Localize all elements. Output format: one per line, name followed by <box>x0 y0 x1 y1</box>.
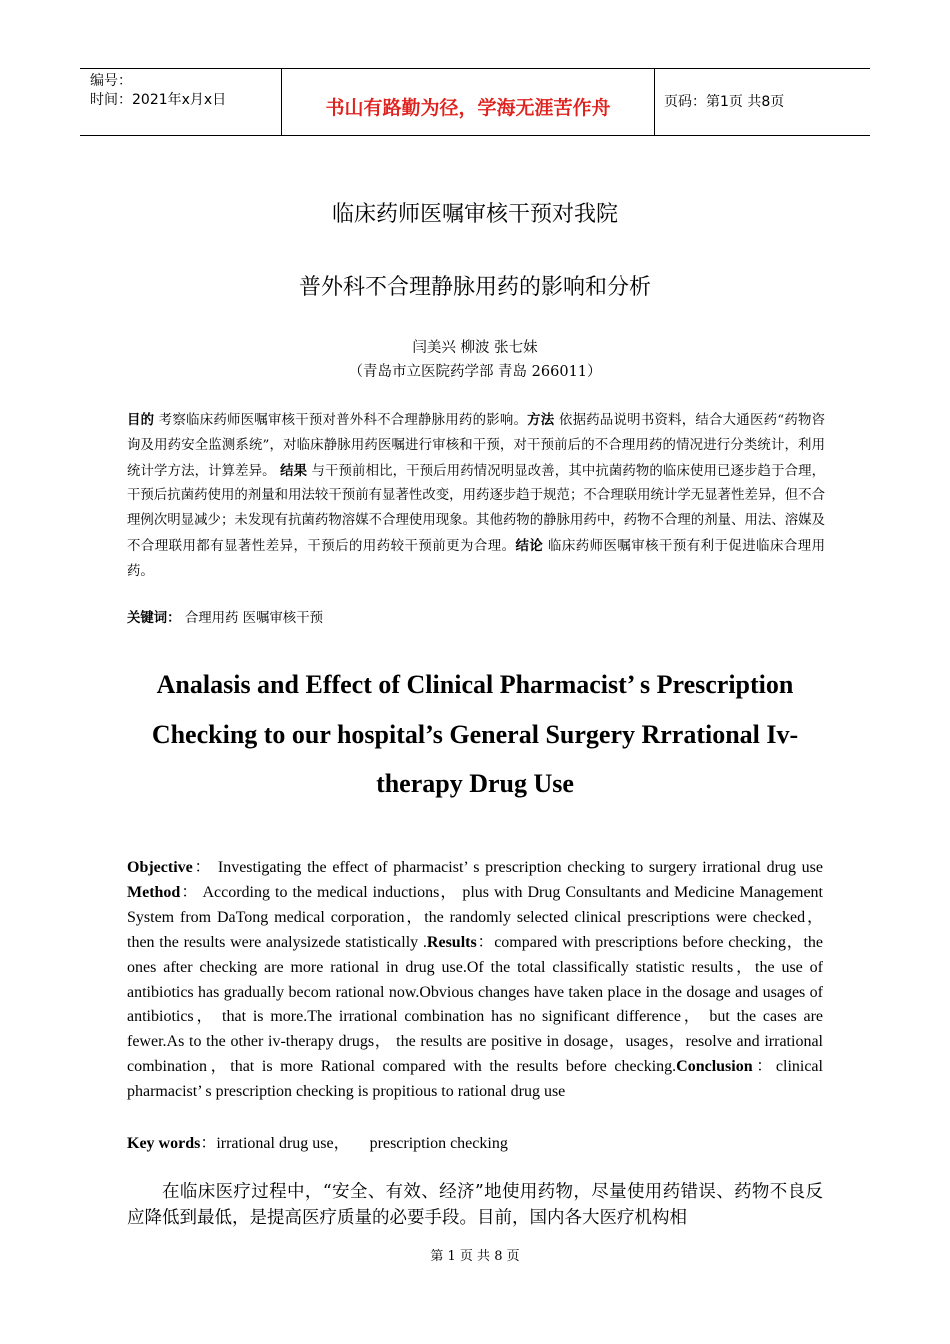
conclusion-label-en: Conclusion <box>676 1058 753 1076</box>
method-label-en: Method <box>127 883 181 901</box>
result-text-en: ：compared with prescriptions before checking，the ones after checking are more rational in drug use.Of the total classifically statistic results，the use of antibiotics has gradually becom rational now.Obvious changes have taken place in the dosage and usages of antibiotics， that is more.The irrational combination has no significant difference， but the cases are fewer.As to the other iv-therapy drugs， the results are positive in dosage，usages，resolve and irrational combination，that is more Rational compared with the results before checking. <box>127 933 823 1076</box>
title-en-line2: Checking to our hospital’s General Surgery Rrrational Iv- <box>151 719 799 749</box>
keywords-part2-en: prescription checking <box>369 1135 508 1152</box>
keywords-en <box>127 1130 508 1153</box>
keywords-label-en: Key words <box>127 1135 201 1152</box>
method-label-cn: 方法 <box>527 412 555 428</box>
conclusion-text-en: ：clinical pharmacist’ s prescription checking is propitious to rational drug use <box>127 1058 823 1101</box>
page-header <box>80 68 870 136</box>
method-text-en: ： According to the medical inductions， plus with Drug Consultants and Medicine Management System from DaTong medical corporation，the randomly selected clinical prescriptions were checked，then the results were analysizede statistically . <box>127 883 823 951</box>
title-en <box>100 660 850 809</box>
authors: 闫美兴 柳波 张七妹 <box>412 340 538 356</box>
result-label-cn: 结果 <box>280 462 308 479</box>
header-page-cell <box>655 69 870 135</box>
header-motto-cell <box>282 69 655 135</box>
method-text-cn: 依据药品说明书资料，结合大通医药“药物咨询及用药安全监测系统”，对临床静脉用药医嘱进行审核和干预，对干预前后的不合理用药的情况进行分类统计，利用统计学方法，计算差异。 <box>127 413 826 479</box>
page-footer: 第 1 页 共 8 页 <box>430 1249 520 1264</box>
keywords-cn <box>127 607 323 626</box>
conclusion-text-cn: 临床药师医嘱审核干预有利于促进临床合理用药。 <box>127 538 825 579</box>
title-en-line3: therapy Drug Use <box>376 769 574 798</box>
objective-label-cn: 目的 <box>127 412 155 428</box>
abstract-en <box>127 856 823 1105</box>
header-page-number: 页码：第1页 共8页 <box>664 94 785 110</box>
document-time-label: 时间：2021年x月x日 <box>90 92 227 108</box>
keywords-part1-en: ：irrational drug use， <box>200 1135 350 1152</box>
title-cn-line2: 普外科不合理静脉用药的影响和分析 <box>298 275 651 300</box>
title-en-line1: Analasis and Effect of Clinical Pharmacist’ s Prescription <box>156 670 794 699</box>
affiliation: （青岛市立医院药学部 青岛 266011） <box>348 364 602 380</box>
keywords-text-cn: 合理用药 医嘱审核干预 <box>180 611 323 626</box>
keywords-label-cn: 关键词： <box>127 610 181 626</box>
header-motto: 书山有路勤为径，学海无涯苦作舟 <box>325 97 611 119</box>
document-number-label: 编号： <box>90 73 132 89</box>
body-paragraph: 在临床医疗过程中，“安全、有效、经济”地使用药物，尽量使用药错误、药物不良反应降低到最低，是提高医疗质量的必要手段。目前，国内各大医疗机构相 <box>127 1182 823 1228</box>
header-meta-cell <box>80 69 282 135</box>
abstract-cn <box>127 408 825 585</box>
objective-text-en: ： Investigating the effect of pharmacist’ s prescription checking to surgery irrational drug use <box>192 859 823 876</box>
result-text-cn: 与干预前相比，干预后用药情况明显改善，其中抗菌药物的临床使用已逐步趋于合理，干预后抗菌药使用的剂量和用法较干预前有显著性改变，用药逐步趋于规范；不合理联用统计学无显著性差异，但不合理例次明显减少；未发现有抗菌药物溶媒不合理使用现象。其他药物的静脉用药中，药物不合理的剂量、用法、溶媒及不合理联用都有显著性差异，干预后的用药较干预前更为合理。 <box>127 463 826 554</box>
conclusion-label-cn: 结论 <box>515 537 544 554</box>
result-label-en: Results <box>426 933 477 951</box>
objective-text-cn: 考察临床药师医嘱审核干预对普外科不合理静脉用药的影响。 <box>154 413 528 428</box>
objective-label-en: Objective <box>127 859 193 876</box>
title-cn-line1: 临床药师医嘱审核干预对我院 <box>331 202 618 227</box>
